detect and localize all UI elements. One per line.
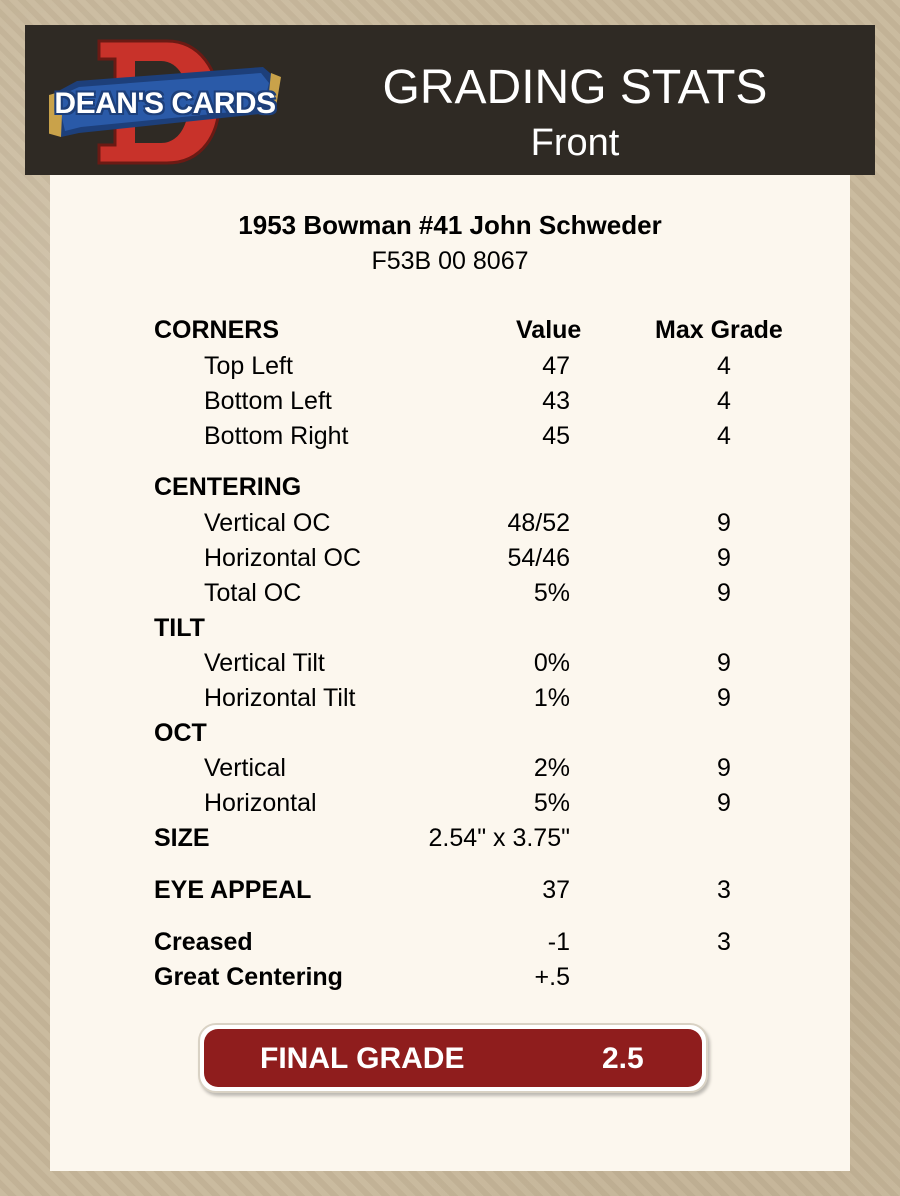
- tilt-header-row: [50, 614, 850, 646]
- stat-value: 48/52: [507, 509, 570, 537]
- final-grade-label: FINAL GRADE: [260, 1042, 465, 1075]
- stat-label: Total OC: [204, 579, 302, 607]
- eye-appeal-title: EYE APPEAL: [154, 876, 312, 904]
- deans-cards-logo: [49, 37, 281, 167]
- creased-row: Creased -1 3: [154, 928, 731, 956]
- stat-value: 43: [542, 387, 570, 415]
- oct-header-row: [50, 719, 850, 751]
- stat-label: Horizontal OC: [204, 544, 361, 572]
- cert-number: F53B 00 8067: [371, 247, 529, 275]
- eye-appeal-value: 37: [542, 876, 570, 904]
- stat-row: Vertical Tilt 0% 9: [204, 649, 731, 677]
- stat-label: Bottom Left: [204, 387, 332, 415]
- great-centering-row: [50, 963, 850, 995]
- oct-title: OCT: [154, 719, 207, 747]
- size-row: [50, 824, 850, 856]
- stat-label: Vertical: [204, 754, 286, 782]
- stat-label: Horizontal Tilt: [204, 684, 356, 712]
- corners-title: CORNERS: [154, 316, 280, 344]
- stat-label: Bottom Right: [204, 422, 349, 450]
- centering-header-row: [50, 473, 850, 505]
- card-title: 1953 Bowman #41 John Schweder: [238, 210, 662, 240]
- stat-label: Top Left: [204, 352, 293, 380]
- stat-label: Vertical OC: [204, 509, 331, 537]
- stat-value: 5%: [533, 579, 570, 607]
- stat-value: 54/46: [507, 544, 570, 572]
- stat-row: Total OC 5% 9: [204, 579, 731, 607]
- stat-row: Horizontal Tilt 1% 9: [204, 684, 731, 712]
- stat-value: 0%: [533, 649, 570, 677]
- eye-appeal-row: EYE APPEAL 37 3: [154, 876, 731, 904]
- page-subtitle: Front: [530, 122, 620, 164]
- max-grade-column-header: Max Grade: [655, 316, 783, 344]
- stat-label: Vertical Tilt: [204, 649, 325, 677]
- value-column-header: Value: [516, 316, 582, 344]
- stat-row: Bottom Left 43 4: [204, 387, 731, 415]
- stat-row: Horizontal 5% 9: [204, 789, 731, 817]
- size-title: SIZE: [154, 824, 210, 852]
- stat-value: 5%: [533, 789, 570, 817]
- stats-panel: [50, 175, 850, 1171]
- tilt-title: TILT: [154, 614, 205, 642]
- stat-row: Horizontal OC 54/46 9: [204, 544, 731, 572]
- centering-title: CENTERING: [154, 473, 302, 501]
- stat-value: 45: [542, 422, 570, 450]
- final-grade-badge: [198, 1023, 708, 1093]
- great-centering-value: +.5: [534, 963, 570, 991]
- header-banner: [25, 25, 875, 175]
- logo-text: DEAN'S CARDS: [54, 87, 276, 120]
- stat-row: Vertical 2% 9: [204, 754, 731, 782]
- stat-row: Bottom Right 45 4: [204, 422, 731, 450]
- size-value: 2.54" x 3.75": [428, 824, 570, 852]
- great-centering-title: Great Centering: [154, 963, 343, 991]
- corners-header-row: [50, 316, 850, 348]
- stat-value: 1%: [533, 684, 570, 712]
- stat-row: Top Left 47 4: [204, 352, 731, 380]
- stat-label: Horizontal: [204, 789, 317, 817]
- creased-value: -1: [547, 928, 570, 956]
- final-grade-value: 2.5: [602, 1042, 644, 1075]
- final-grade-bar: [204, 1029, 702, 1087]
- stat-value: 2%: [533, 754, 570, 782]
- stat-row: Vertical OC 48/52 9: [204, 509, 731, 537]
- stat-value: 47: [542, 352, 570, 380]
- creased-title: Creased: [154, 928, 253, 956]
- page-title: GRADING STATS: [382, 61, 768, 114]
